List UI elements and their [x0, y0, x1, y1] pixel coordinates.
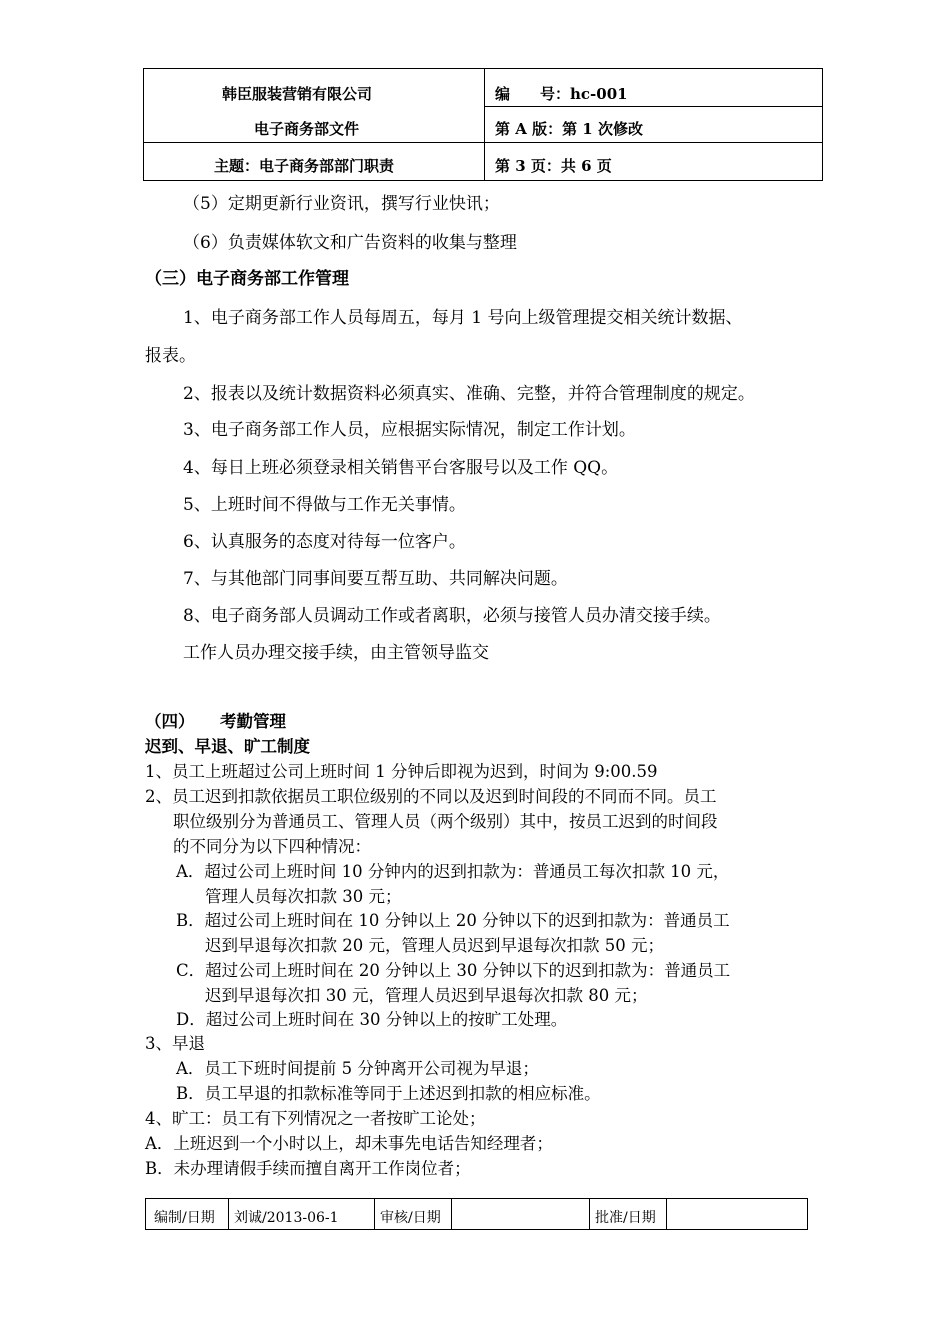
- attendance-line-1: 1、员工上班超过公司上班时间 1 分钟后即视为迟到，时间为 9:00.59: [145, 762, 658, 781]
- paragraph-item-5: （5）定期更新行业资讯，撰写行业快讯；: [183, 194, 500, 214]
- document-version: 第 A 版：第 1 次修改: [495, 120, 643, 138]
- attendance-line-11: D．超过公司上班时间在 30 分钟以上的按旷工处理。: [176, 1010, 568, 1029]
- attendance-line-17: B．未办理请假手续而擅自离开工作岗位者；: [145, 1159, 471, 1178]
- document-subject: 主题：电子商务部部门职责: [214, 157, 395, 175]
- attendance-line-3: 职位级别分为普通员工、管理人员（两个级别）其中，按员工迟到的时间段: [173, 812, 718, 831]
- section-3-item-5: 5、上班时间不得做与工作无关事情。: [183, 495, 466, 515]
- compiled-label: 编制/日期: [154, 1210, 215, 1226]
- attendance-line-7: B．超过公司上班时间在 10 分钟以上 20 分钟以下的迟到扣款为：普通员工: [176, 911, 730, 930]
- section-4-subheading: 迟到、早退、旷工制度: [145, 737, 310, 756]
- section-3-item-3: 3、电子商务部工作人员，应根据实际情况，制定工作计划。: [183, 420, 636, 440]
- page-number: 第 3 页：共 6 页: [495, 157, 612, 175]
- attendance-line-5: A．超过公司上班时间 10 分钟内的迟到扣款为：普通员工每次扣款 10 元，: [176, 862, 730, 881]
- attendance-line-13: A．员工下班时间提前 5 分钟离开公司视为早退；: [176, 1059, 539, 1078]
- attendance-line-14: B．员工早退的扣款标准等同于上述迟到扣款的相应标准。: [176, 1084, 601, 1103]
- compiled-value: 刘诚/2013-06-1: [234, 1210, 339, 1226]
- section-3-item-1: 1、电子商务部工作人员每周五，每月 1 号向上级管理提交相关统计数据、: [183, 308, 743, 328]
- section-3-item-2: 2、报表以及统计数据资料必须真实、准确、完整，并符合管理制度的规定。: [183, 384, 755, 404]
- attendance-line-8: 迟到早退每次扣款 20 元，管理人员迟到早退每次扣款 50 元；: [205, 936, 664, 955]
- attendance-line-4: 的不同分为以下四种情况：: [173, 837, 371, 856]
- company-name: 韩臣服装营销有限公司: [222, 85, 373, 103]
- attendance-line-9: C．超过公司上班时间在 20 分钟以上 30 分钟以下的迟到扣款为：普通员工: [176, 961, 731, 980]
- document-type: 电子商务部文件: [254, 120, 360, 138]
- paragraph-item-6: （6）负责媒体软文和广告资料的收集与整理: [183, 233, 517, 253]
- footer-table: [145, 1198, 808, 1230]
- section-3-item-7: 7、与其他部门同事间要互帮互助、共同解决问题。: [183, 569, 568, 589]
- approve-label: 批准/日期: [595, 1210, 656, 1226]
- header-table: [143, 68, 823, 181]
- section-3-item-8: 8、电子商务部人员调动工作或者离职，必须与接管人员办清交接手续。: [183, 606, 721, 626]
- section-4-number: （四）: [145, 712, 195, 731]
- document-number: 编 号：hc-001: [495, 85, 628, 103]
- section-3-note: 工作人员办理交接手续，由主管领导监交: [183, 643, 489, 663]
- attendance-line-10: 迟到早退每次扣 30 元，管理人员迟到早退每次扣款 80 元；: [205, 986, 648, 1005]
- attendance-line-16: A．上班迟到一个小时以上，却未事先电话告知经理者；: [145, 1134, 553, 1153]
- attendance-line-2: 2、员工迟到扣款依据员工职位级别的不同以及迟到时间段的不同而不同。员工: [145, 787, 717, 806]
- attendance-line-6: 管理人员每次扣款 30 元；: [205, 887, 402, 906]
- section-3-item-1-cont: 报表。: [145, 346, 196, 366]
- attendance-line-15: 4、旷工：员工有下列情况之一者按旷工论处；: [145, 1109, 486, 1128]
- section-3-heading: （三）电子商务部工作管理: [145, 269, 349, 289]
- attendance-line-12: 3、早退: [145, 1034, 205, 1053]
- section-3-item-6: 6、认真服务的态度对待每一位客户。: [183, 532, 466, 552]
- review-label: 审核/日期: [380, 1210, 441, 1226]
- section-3-item-4: 4、每日上班必须登录相关销售平台客服号以及工作 QQ。: [183, 458, 619, 478]
- section-4-heading: 考勤管理: [220, 712, 286, 731]
